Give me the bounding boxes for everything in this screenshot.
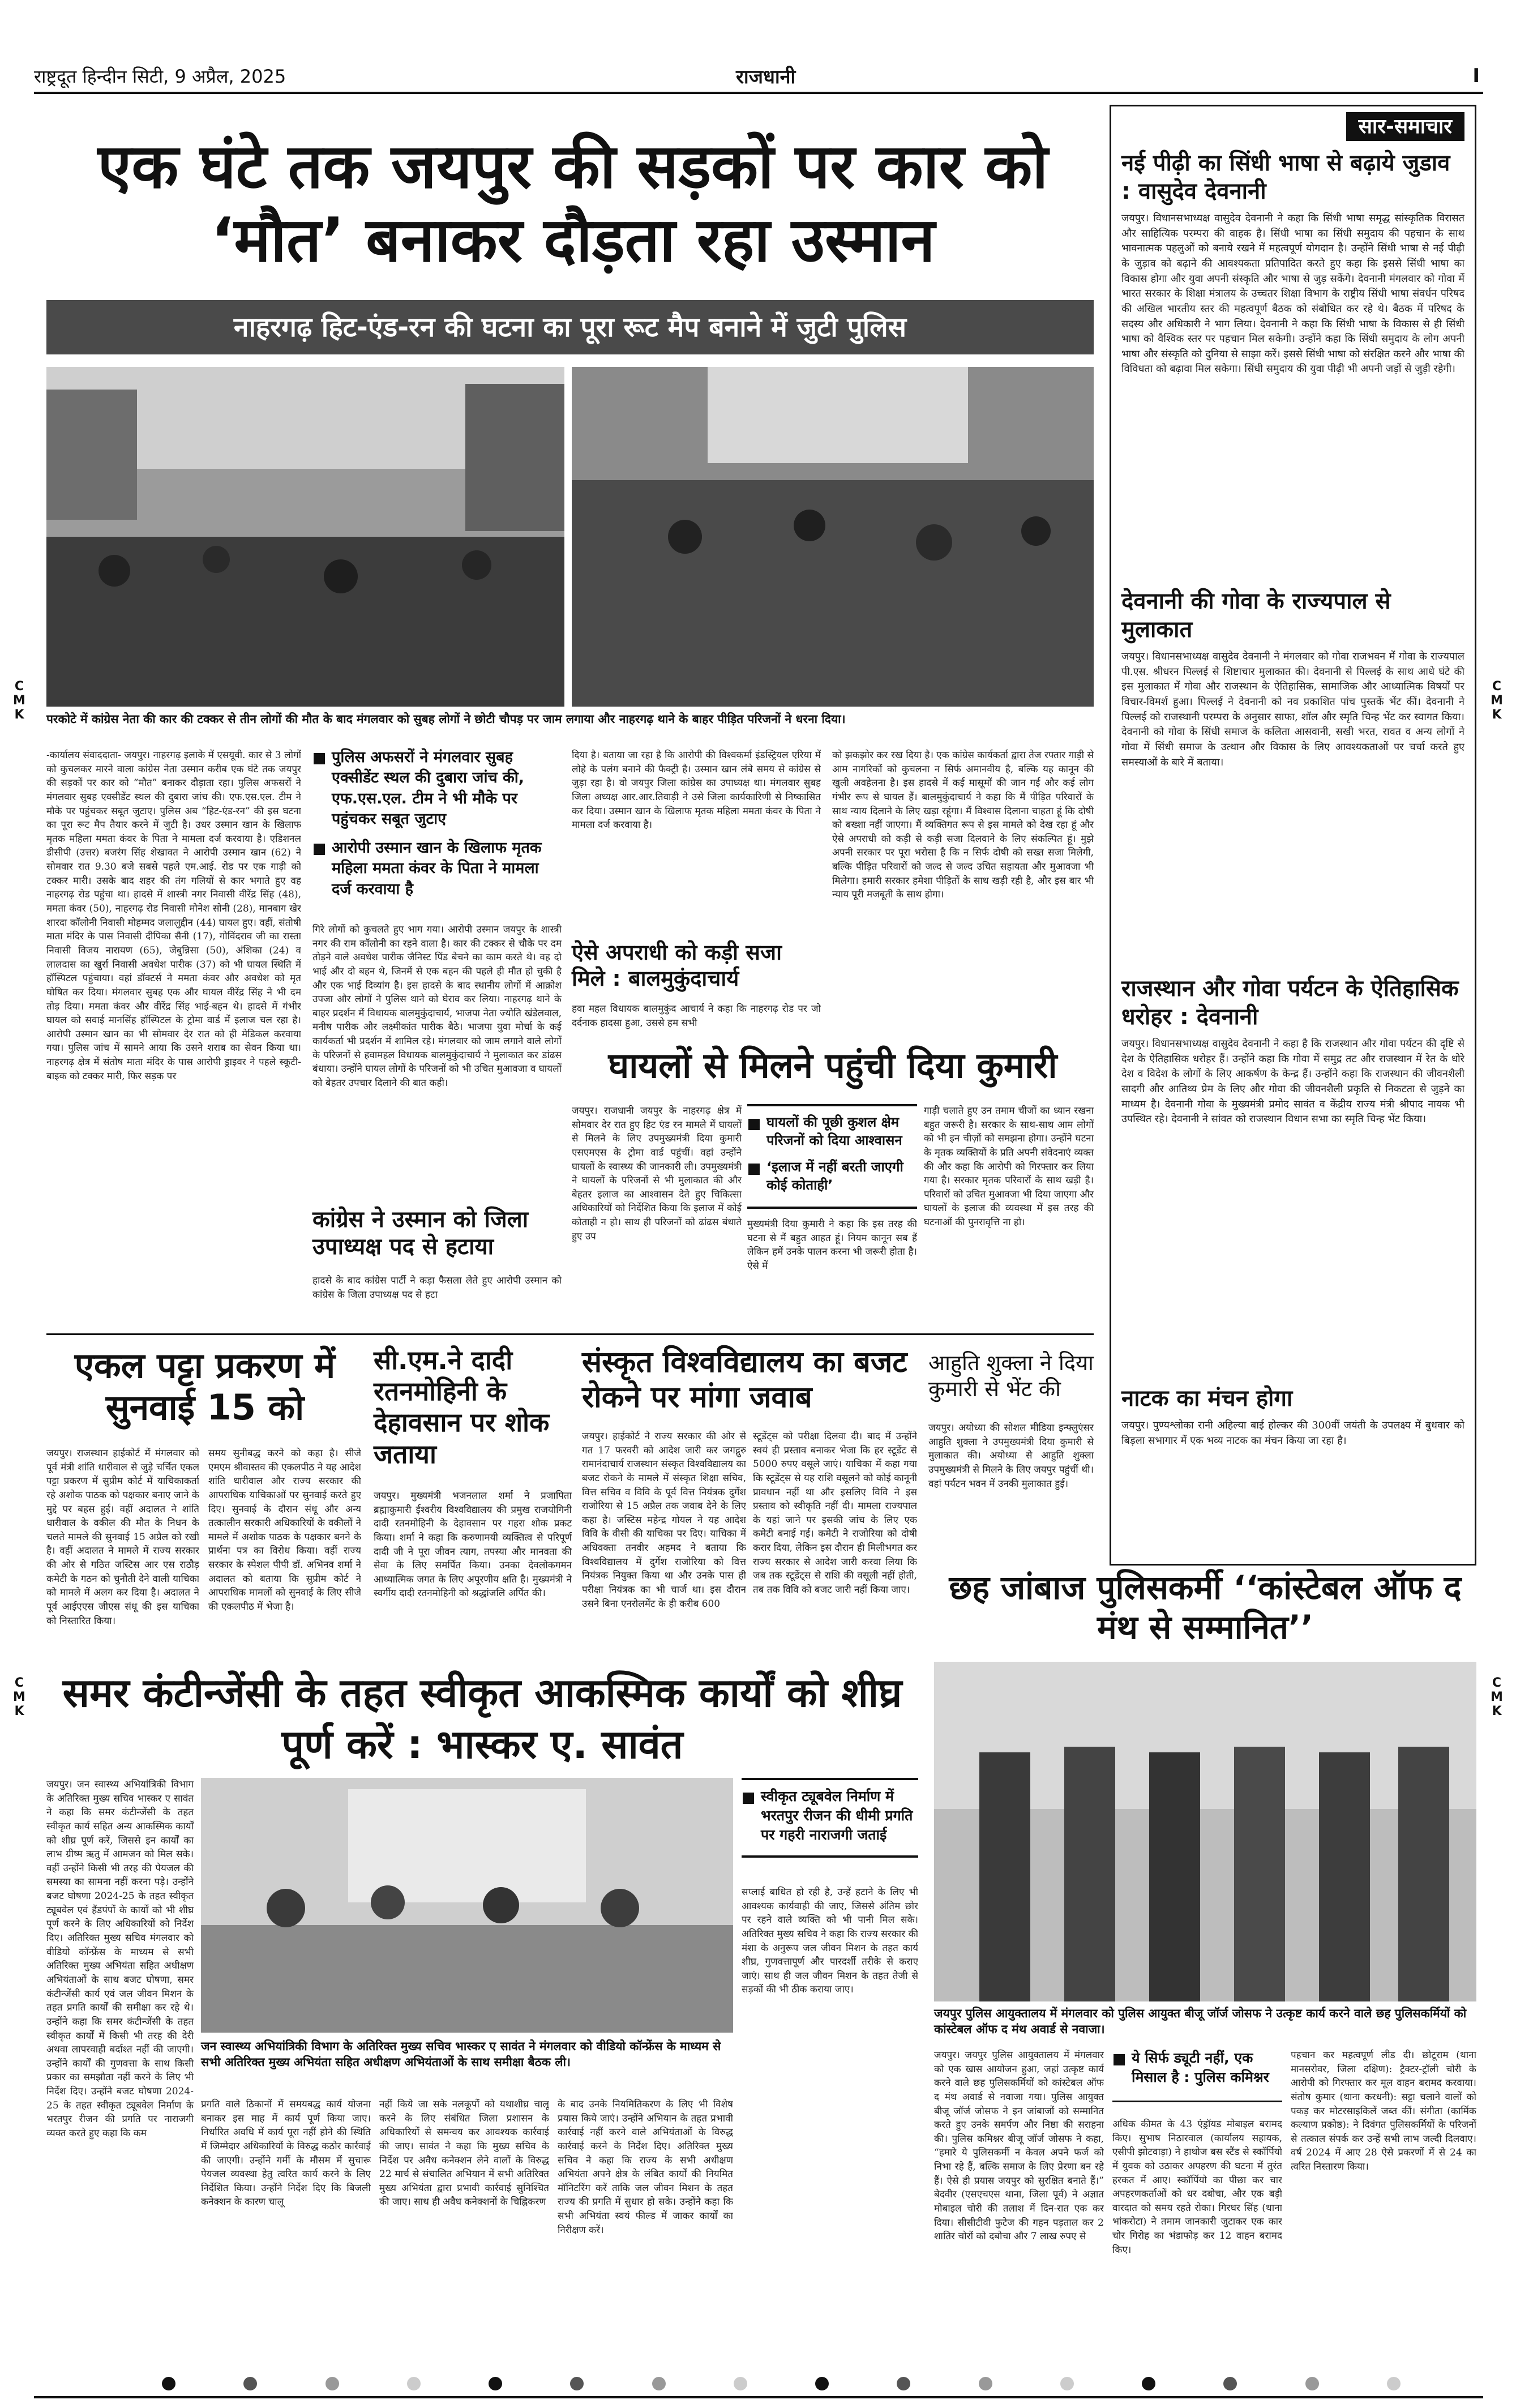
footer-dot [243,2377,257,2390]
section-name: राजधानी [736,66,796,88]
sar-item-3-head: राजस्थान और गोवा पर्यटन के ऐतिहासिक धरोहर : देवनानी [1121,976,1459,1030]
samar-headline: समर कंटीन्जेंसी के तहत स्वीकृत आकस्मिक कार्यों को शीघ्र पूर्ण करें : भास्कर ए. सावंत [62,1670,902,1768]
kumari-bullets [747,1104,917,1209]
cm-headline: सी.एम.ने दादी रतनमोहिनी के देहावसान पर शोक जताया [374,1345,550,1469]
congress-text: हादसे के बाद कांग्रेस पार्टी ने कड़ा फैसला लेते हुए आरोपी उस्मान को कांग्रेस के जिला उपाध्यक्ष पद से हटा [312,1275,562,1301]
footer-dot [162,2377,175,2390]
main-story-col2: गिरे लोगों को कुचलते हुए भाग गया। आरोपी उस्मान जयपुर के शास्त्री नगर की राम कॉलोनी का रहने वाला है। कार की टक्कर से चौके पर दम तोड़ने वाले अवधेश पारीक जैनिस्ट पिंड बेचने का काम करते थे। वह दो भाई और दो बहन थे, जिनमें से एक बहन की पहले ही मौत हो चुकी है और एक भाई दिव्यांग है। इस हादसे के बाद स्थानीय लोगों में आक्रोश उपजा और लोगों ने पुलिस थाने को घेराव कर लिया। नाहरगढ़ थाने के बाहर प्रदर्शन में विधायक बालमुकुंदाचार्य, भाजपा नेता ज्योति खंडेलवाल, मनीष पारीक और लक्ष्मीकांत पारीक बैठे। भाजपा युवा मोर्चा के कई कार्यकर्ता भी प्रदर्शन में शामिल रहे। मंगलवार को जाम लगाने वाले लोगों के परिजनों से हवामहल विधायक बालमुकुंदाचार्य ने मुलाकात कर डांढस बंधाया। उन्होंने घायल लोगों के परिजनों को भी उचित मुआवजा व घायलों को बेहतर उपचार दिलाने की बात कही। [312,924,562,1089]
page-header [34,63,1483,94]
paper-title: राष्ट्रदूत हिन्दीन सिटी, 9 अप्रैल, 2025 [34,66,286,87]
samar-pullquote [742,1778,918,1858]
sar-item-4-text: जयपुर। पुण्यश्लोका रानी अहिल्या बाई होल्कर की 300वीं जयंती के उपलक्ष्य में बुधवार को बिड़ला सभागार में एक भव्य नाटक का मंचन किया जा रहा है। [1121,1419,1464,1447]
footer-dot [815,2377,829,2390]
sar-item-1-text: जयपुर। विधानसभाध्यक्ष वासुदेव देवनानी ने कहा कि सिंधी भाषा समृद्ध सांस्कृतिक विरासत और साहित्यिक परम्परा की वाहक है। सिंधी भाषा का सिंधी समुदाय की पहचान के साथ भावनात्मक पहलुओं को बनाये रखने में महत्वपूर्ण योगदान है। उन्होंने सिंधी भाषा से नई पीढ़ी के जुड़ाव को बढ़ाने की आवश्यकता प्रतिपादित करते हुए कहा कि इससे सिंधी भाषा का विकास होगा और युवा अपनी संस्कृति और भाषा से जुड़ सकेंगे। देवनानी मंगलवार को गोवा में भारत सरकार के शिक्षा मंत्रालय के उच्चतर शिक्षा विभाग के राष्ट्रीय सिंधी भाषा संवर्धन परिषद की अखिल भारतीय स्तर की महत्वपूर्ण बैठक को संबोधित कर रहे थे। बैठक में परिषद के सदस्य और अधिकारी ने भाग लिया। देवनानी ने कहा कि सिंधी भाषा के विकास से ही सिंधी भाषा को वैश्विक स्तर पर पहचान मिल सकेगी। उन्होंने कहा कि सिंधी समुदाय के लोग अपनी भाषा और संस्कृति को दुनिया से साझा करें। इससे सिंधी भाषा को संरक्षित करने और भाषा की विविधता को बढ़ावा मिल सकेगा। सिंधी समुदाय की युवा पीढ़ी भी अपनी जड़ों से जुड़ी रहेगी। [1121,212,1464,375]
police-caption: जयपुर पुलिस आयुक्तालय में मंगलवार को पुलिस आयुक्त बीजू जॉर्ज जोसफ ने उत्कृष्ट कार्य करने वाले छह पुलिसकर्मियों को कांस्टेबल ऑफ द मंथ अवार्ड से नवाजा। [934,2007,1467,2037]
sar-item-3-text: जयपुर। विधानसभाध्यक्ष वासुदेव देवनानी ने कहा है कि राजस्थान और गोवा पर्यटन की दृष्टि से देश के ऐतिहासिक धरोहर हैं। उन्होंने कहा कि गोवा में समुद्र तट और राजस्थान में रेत के धोरे देश व विदेश के लोगों के लिए आकर्षण के केन्द्र हैं। उन्होंने कहा कि राजस्थान की जीवनशैली सादगी और आतिथ्य प्रेम के लिए और गोवा की जीवनशैली प्रकृति से निकटता से जुड़ने का माध्यम है। देवनानी गोवा के मुख्यमंत्री प्रमोद सावंत व केंद्रीय राज्य मंत्री श्रीपाद नायक भी उपस्थित रहे। देवनानी ने सांवत को राजस्थान विधान सभा का स्मृति चिन्ह भेंट किया। [1121,1038,1464,1126]
police-col3: पहचान कर महत्वपूर्ण लीड दी। छोटूराम (थाना मानसरोवर, जिला दक्षिण): ट्रैक्टर-ट्रॉली चोरी के आरोपी को गिरफ्तार कर मूल वाहन बरामद करवाया। संतोष कुमार (थाना करधनी): सट्टा चलाने वालों को पकड़ कर मोटरसाइकिलें जब्त कीं। संगीता (कार्मिक कल्याण प्रकोष्ठ): ने दिवंगत पुलिसकर्मियों के परिजनों से तत्काल संपर्क कर उन्हें सभी लाभ जल्दी दिलवाए। वर्ष 2024 में आए 28 ऐसे प्रकरणों में से 24 का त्वरित निस्तारण किया। [1291,2050,1476,2173]
reg-mark-left: C M K [13,679,25,722]
footer-rule [34,2396,1483,2398]
samar-col1: जयपुर। जन स्वास्थ्य अभियांत्रिकी विभाग के अतिरिक्त मुख्य सचिव भास्कर ए सावंत ने कहा कि समर कंटीन्जेंसी के तहत स्वीकृत कार्य सहित अन्य आकस्मिक कार्यों को शीघ्र पूर्ण करें, जिससे इन कार्यों का लाभ ग्रीष्म ऋतु में आमजन को मिल सके। वहीं उन्होंने किसी भी तरह की पेयजल की समस्या का सामना नहीं करना पड़े। उन्होंने बजट घोषणा 2024-25 के तहत स्वीकृत ट्यूबवेल एवं हैंडपंपों के कार्यों को भी शीघ्र पूर्ण करने के लिए अधिकारियों को निर्देश दिए। अतिरिक्त मुख्य सचिव मंगलवार को वीडियो कॉन्फ्रेंस के माध्यम से सभी अतिरिक्त मुख्य अभियंता सहित अधीक्षण अभियंताओं के साथ बजट घोषणा, समर कंटीन्जेंसी कार्य एवं जल जीवन मिशन के तहत प्रगति कार्यों की समीक्षा कर रहे थे। उन्होंने कहा कि समर कंटीन्जेंसी के तहत स्वीकृत कार्यों में किसी भी तरह की देरी अथवा लापरवाही बर्दाश्त नहीं की जाएगी। उन्होंने कार्यों की गुणवत्ता के साथ किसी प्रकार का समझौता नहीं करने के लिए भी निर्देश दिए। उन्होंने बजट घोषणा 2024-25 के तहत स्वीकृत ट्यूबवेल निर्माण के भरतपुर रीजन की प्रगति पर नाराजगी व्यक्त करते हुए कहा कि कम [46,1779,194,2140]
sar-item-2-text: जयपुर। विधानसभाध्यक्ष वासुदेव देवनानी ने मंगलवार को गोवा राजभवन में गोवा के राज्यपाल पी.एस. श्रीधरन पिल्लई से शिष्टाचार मुलाकात की। देवनानी से पिल्लई के साथ आधे घंटे की इस मुलाकात में गोवा और राजस्थान के ऐतिहासिक, सामाजिक और आध्यात्मिक विषयों पर विचार-विमर्श हुआ। पिल्लई ने देवनानी को नव प्रकाशित पांच पुस्तकें भेंट कीं। देवनानी ने पिल्लई को राजस्थानी परम्परा के अनुसार साफा, शॉल और स्मृति चिन्ह भेंट कर स्वागत किया। देवनानी को गोवा के सिंधी समाज के कलिता आसवानी, सखी भरत, रावत व अन्य लोगों ने गोवा में सिंधी समाज के उत्थान और विकास के लिए आवश्यकताओं पर चर्चा करते हुए समस्याओं के बारे में बताया। [1121,651,1464,768]
protest-caption: परकोटे में कांग्रेस नेता की कार की टक्कर से तीन लोगों की मौत के बाद मंगलवार को सुबह लोगों ने छोटी चौपड़ पर जाम लगाया और नाहरगढ़ थाने के बाहर पीड़ित परिजनों ने धरना दिया। [46,712,846,726]
footer-dot [652,2377,666,2390]
footer-dot [1387,2377,1401,2390]
cm-text: जयपुर। मुख्यमंत्री भजनलाल शर्मा ने प्रजापिता ब्रह्माकुमारी ईश्वरीय विश्वविद्यालय की प्रमुख राजयोगिनी दादी रतनमोहिनी के देहावसान पर गहरा शोक प्रकट किया। शर्मा ने कहा कि करुणामयी व्यक्तित्व से परिपूर्ण दादी जी ने पूरा जीवन त्याग, तपस्या और मानवता की सेवा के लिए समर्पित किया। उनका देवलोकगमन आध्यात्मिक जगत के लिए अपूरणीय क्षति है। मुख्यमंत्री ने स्वर्गीय दादी रतनमोहिनी को श्रद्धांजलि अर्पित की। [374,1490,572,1599]
footer-dot [1223,2377,1237,2390]
patta-col1: जयपुर। राजस्थान हाईकोर्ट में मंगलवार को पूर्व मंत्री शांति धारीवाल से जुड़े चर्चित एकल पट्टा प्रकरण में सुप्रीम कोर्ट में याचिकाकर्ता रहे अशोक पाठक को पक्षकार बनाए जाने के मुद्दे पर बहस हुई। वहीं अदालत ने शांति धारीवाल के वकील की मौत के निधन के चलते मामले की सुनवाई 15 अप्रैल को रखी है। वहीं अदालत ने मामले में राज्य सरकार की ओर से गठित जस्टिस आर एस राठौड़ कमेटी के गठन को चुनौती देने वाली याचिका को मामले में अलग कर दिया है। अदालत ने पूर्व आईएएस जीएस संधू की इस याचिका को निस्तारित किया। [46,1448,199,1627]
footer-dot [897,2377,910,2390]
police-bullet: ये सिर्फ ड्यूटी नहीं, एक मिसाल है : पुलिस कमिश्नर [1112,2048,1282,2087]
sar-item-4-head: नाटक का मंचन होगा [1121,1385,1293,1412]
accused-headline: ऐसे अपराधी को कड़ी सजा मिले : बालमुकुंदाचार्य [572,940,782,991]
main-bullet-2: आरोपी उस्मान खान के खिलाफ मृतक महिला ममता कंवर के पिता ने मामला दर्ज करवाया है [312,838,562,900]
main-story-col3: दिया है। बताया जा रहा है कि आरोपी की विश्वकर्मा इंडस्ट्रियल एरिया में लोहे के पलंग बनाने की फैक्ट्री है। उस्मान खान लंबे समय से कांग्रेस से जुड़ा रहा है। वो जयपुर जिला कांग्रेस का उपाध्यक्ष था। मंगलवार सुबह जिला अध्यक्ष आर.आर.तिवाड़ी ने उसे जिला कार्यकारिणी से निष्कासित कर दिया। उस्मान खान के खिलाफ मृतक महिला ममता कंवर के पिता ने मामला दर्ज करवाया है। [572,750,821,831]
sanskrit-headline: संस्कृत विश्वविद्यालय का बजट रोकने पर मांगा जवाब [582,1345,907,1415]
sar-samachar-label: सार-समाचार [1346,112,1464,141]
patta-headline: एकल पट्टा प्रकरण में सुनवाई 15 को [74,1345,336,1428]
samar-col4: सप्लाई बाधित हो रही है, उन्हें हटाने के लिए भी आवश्यक कार्यवाही की जाए, जिससे अंतिम छोर पर रहने वाले व्यक्ति को भी पानी मिल सके। अतिरिक्त मुख्य सचिव ने कहा कि राज्य सरकार की मंशा के अनुरूप जल जीवन मिशन के तहत कार्य शीघ्र, गुणवत्तापूर्ण और पारदर्शी तरीके से कराए जाएं। साथ ही जल जीवन मिशन के तहत तेजी से सड़कों की भी ठीक कराया जाए। [742,1887,918,1996]
main-subhead: नाहरगढ़ हिट-एंड-रन की घटना का पूरा रूट मैप बनाने में जुटी पुलिस [233,311,907,343]
page-number: I [1472,65,1480,87]
main-bullets [312,747,562,908]
subhead-banner [46,300,1094,354]
footer-color-dots [159,2377,1404,2394]
samar-bullet: स्वीकृत ट्यूबवेल निर्माण में भरतपुर रीजन की धीमी प्रगति पर गहरी नाराजगी जताई [742,1787,918,1844]
sar-samachar-panel [1110,105,1476,1566]
kumari-col3: गाड़ी चलाते हुए उन तमाम चीजों का ध्यान रखना बहुत जरूरी है। सरकार के साथ-साथ आम लोगों को भी इन चीज़ों को समझना होगा। उन्होंने घटना के मृतक व्यक्तियों के प्रति अपनी संवेदनाएं व्यक्त की और कहा कि आरोपी को गिरफ्तार कर लिया गया है। सरकार मृतक परिवारों के साथ खड़ी है। परिवारों को उचित मुआवजा भी दिया जाएगा और घायलों के इलाज की व्यवस्था में इस तरह की घटनाओं की पुनरावृत्ति ना हो। [924,1105,1094,1229]
sar-item-2-head: देवनानी की गोवा के राज्यपाल से मुलाकात [1121,588,1391,643]
kumari-col2: मुख्यमंत्री दिया कुमारी ने कहा कि इस तरह की घटना से मैं बहुत आहत हूं। नियम कानून सब हैं लेकिन हमें उनके पालन करना भी जरूरी होता है।ऐसे में [747,1218,917,1272]
sar-item-1-head: नई पीढ़ी का सिंधी भाषा से बढ़ाये जुडाव : वासुदेव देवनानी [1121,150,1450,205]
footer-dot [489,2377,502,2390]
protest-photo-2 [572,367,1094,707]
police-col2: अधिक कीमत के 43 एंड्रॉयड मोबाइल बरामद किए। सुभाष निठारवाल (कार्यालय सहायक, एसीपी झोटवाड़ा) ने हाथोज बस स्टैंड से स्कॉर्पियो में युवक को उठाकर अपहरण की घटना में तुरंत हरकत में आए। स्कॉर्पियो का पीछा कर चार अपहरणकर्ताओं को धर दबोचा, और एक बड़ी वारदात को समय रहते रोका। गिरधर सिंह (थाना भांकरोटा) ने तमाम जानकारी जुटाकर एक कार चोर गिरोह का भंडाफोड़ कर 12 वाहन बरामद किए। [1112,2119,1282,2256]
reg-mark-right: C M K [1491,679,1503,722]
reg-mark-right-2: C M K [1491,1676,1503,1718]
footer-dot [1060,2377,1074,2390]
samar-col2: प्रगति वाले ठिकानों में समयबद्ध कार्य योजना बनाकर इस माह में कार्य पूर्ण किया जाए। निर्धारित अवधि में कार्य पूरा नहीं होने की स्थिति में जिम्मेदार अधिकारियों के विरुद्ध कठोर कार्रवाई की जाएगी। उन्होंने गर्मी के मौसम में सुचारू पेयजल व्यवस्था हेतु त्वरित कार्य करने के लिए निर्देशित किया। उन्होंने निर्देश दिए कि बिजली कनेक्शन के कारण चालू [201,2099,371,2208]
mid-divider [46,1333,1094,1335]
accused-text: हवा महल विधायक बालमुकुंद आचार्य ने कहा कि नाहरगढ़ रोड पर जो दर्दनाक हादसा हुआ, उससे हम सभी [572,1003,821,1029]
footer-dot [979,2377,992,2390]
congress-headline: कांग्रेस ने उस्मान को जिला उपाध्यक्ष पद से हटाया [312,1207,529,1260]
kumari-headline: घायलों से मिलने पहुंची दिया कुमारी [608,1045,1057,1086]
main-bullet-1: पुलिस अफसरों ने मंगलवार सुबह एक्सीडेंट स्थल की दुबारा जांच की, एफ.एस.एल. टीम ने भी मौके पर पहुंचकर सबूत जुटाए [312,747,562,830]
police-headline: छह जांबाज पुलिसकर्मी ‘‘कांस्टेबल ऑफ द मंथ से सम्मानित’’ [949,1568,1462,1646]
footer-dot [1142,2377,1155,2390]
samar-col3: नहीं किये जा सके नलकूपों को यथाशीघ्र चालू करने के लिए संबंधित जिला प्रशासन के अधिकारियों से समन्वय कर आवश्यक कार्रवाई की जाए। सावंत ने कहा कि मुख्य सचिव के निर्देश पर अवैध कनेक्शन लेने वालों के विरुद्ध 22 मार्च से संचालित अभियान में सभी अतिरिक्त मुख्य अभियंता द्वारा प्रभावी कार्रवाई सुनिश्चित की जाए। साथ ही अवैध कनेक्शनों के चिह्निकरण [379,2099,549,2208]
footer-dot [326,2377,339,2390]
kumari-bullet-1: घायलों की पूछी कुशल क्षेम परिजनों को दिया आश्वासन [747,1113,917,1150]
police-col1: जयपुर। जयपुर पुलिस आयुक्तालय में मंगलवार को एक खास आयोजन हुआ, जहां उत्कृष्ट कार्य करने वाले छह पुलिसकर्मियों को कांस्टेबल ऑफ द मंथ अवार्ड से नवाजा गया। पुलिस आयुक्त बीजू जॉर्ज जोसफ ने इन जांबाजों को सम्मानित करते हुए उनके समर्पण और निष्ठा की सराहना की। पुलिस कमिश्नर बीजू जॉर्ज जोसफ ने कहा, “हमारे ये पुलिसकर्मी न केवल अपने फर्ज को निभा रहे हैं, बल्कि समाज के लिए प्रेरणा बन रहे हैं। ऐसे ही प्रयास जयपुर को सुरक्षित बनाते हैं।” बेदवीर (एसएचएस थाना, जिला पूर्व) ने अज्ञात मोबाइल चोरी की तलाश में दिन-रात एक कर दिया। सीसीटीवी फुटेज की गहन पड़ताल कर 2 शातिर चोरों को दबोचा और 7 लाख रुपए से [934,2050,1104,2243]
reg-mark-left-2: C M K [13,1676,25,1718]
protest-photo-1 [46,367,564,707]
samar-caption: जन स्वास्थ्य अभियांत्रिकी विभाग के अतिरिक्त मुख्य सचिव भास्कर ए सावंत ने मंगलवार को वीडियो कॉन्फ्रेंस के माध्यम से सभी अतिरिक्त मुख्य अभियंता सहित अधीक्षण अभियंताओं के साथ समीक्षा बैठक ली। [201,2039,721,2069]
ahuti-text: जयपुर। अयोध्या की सोशल मीडिया इन्फ्लुएंसर आहुति शुक्ला ने उपमुख्यमंत्री दिया कुमारी से मुलाकात की। अयोध्या से आहुति शुक्ला उपमुख्यमंत्री से मिलने के लिए जयपुर पहुंचीं थी। वहां पर्यटन भवन में उनकी मुलाकात हुई। [928,1422,1094,1490]
sanskrit-col2: स्टूडेंट्स को परीक्षा दिलवा दी। बाद में उन्होंने स्वयं ही प्रस्ताव बनाकर भेजा कि हर स्टूडेंट से 5000 रुपए वसूले जाएं। याचिका में कहा गया कि स्टूडेंट्स से यह राशि वसूलने को कोई कानूनी प्रावधान नहीं था और इसलिए विवि ने इस प्रस्ताव को स्वीकृति नहीं दी। मामला राज्यपाल के यहां जाने पर इसकी जांच के लिए एक कमेटी बनाई गई। कमेटी ने राजोरिया को दोषी करार दिया, लेकिन इस दौरान ही मिलीभगत कर राज्य सरकार से आदेश जारी करवा लिया कि जब तक स्टूडेंट्स से राशि की वसूली नहीं होती, तब तक विवि को बजट जारी नहीं किया जाए। [753,1431,917,1596]
footer-dot [734,2377,747,2390]
footer-dot [570,2377,584,2390]
ahuti-headline: आहुति शुक्ला ने दिया कुमारी से भेंट की [928,1350,1094,1401]
kumari-bullet-2: ‘इलाज में नहीं बरती जाएगी कोई कोताही’ [747,1158,917,1195]
police-pullquote [1112,2048,1282,2102]
footer-dot [407,2377,421,2390]
sanskrit-col1: जयपुर। हाईकोर्ट ने राज्य सरकार की ओर से गत 17 फरवरी को आदेश जारी कर जगद्गुरु रामानंदाचार्य राजस्थान संस्कृत विश्वविद्यालय का बजट रोकने के मामले में संस्कृत शिक्षा सचिव, वित्त सचिव व विवि के पूर्व वित्त नियंत्रक दुर्गेश राजोरिया से 15 अप्रैल तक जवाब देने के लिए कहा है। जस्टिस महेन्द्र गोयल ने यह आदेश विवि के वीसी की याचिका पर दिए। याचिका में अधिवक्ता तनवीर अहमद ने बताया कि विश्वविद्यालय में दुर्गेश राजोरिया को वित्त नियंत्रक नियुक्त किया था और उनके पास ही परीक्षा नियंत्रक का भी चार्ज था। इस दौरान उसने बिना एनरोलमेंट के ही करीब 600 [582,1431,746,1610]
footer-dot [1305,2377,1319,2390]
samar-meeting-photo [201,1778,733,2033]
main-story-col4: को झकझोर कर रख दिया है। एक कांग्रेस कार्यकर्ता द्वारा तेज रफ्तार गाड़ी से आम नागरिकों को कुचलना न सिर्फ अमानवीय है, बल्कि यह कानून की खुली अवहेलना है। इस हादसे में कई मासूमों की जान गई और कई लोग गंभीर रूप से घायल हैं। बालमुकुंदाचार्य ने कहा कि मैं पीड़ित परिवारों के साथ न्याय दिलाने के लिए खड़ा रहूंगा। मैं विश्वास दिलाना चाहता हूं कि दोषी को बख्शा नहीं जाएगा। मैं व्यक्तिगत रूप से इस मामले को देख रहा हूं और ऐसे अपराधी को कड़ी से कड़ी सजा दिलवाने के लिए संकल्पित हूं। मुझे अपनी सरकार पर पूरा भरोसा है कि न सिर्फ दोषी को सख्त सजा मिलेगी, बल्कि पीड़ित परिवारों को जल्द से जल्द उचित सहायता और मुआवजा भी मिलेगा। हमारी सरकार हमेशा पीड़ितों के साथ खड़ी रही है, और इस बार भी न्याय पूरी मजबूती के साथ होगा। [832,750,1094,901]
main-story-col1: -कार्यालय संवाददाता- जयपुर। नाहरगढ़ इलाके में एसयूवी. कार से 3 लोगों को कुचलकर मारने वाला कांग्रेस नेता उस्मान करीब एक घंटे तक जयपुर की सड़कों पर कार को “मौत” बनाकर दौड़ाता रहा। पुलिस अफसरों ने मंगलवार सुबह एक्सीडेंट स्थल की दुबारा जांच की। एफ.एस.एल. टीम ने मौके पर पहुंचकर सबूत जुटाए। पुलिस अब “हिट-एंड-रन” की इस घटना का पूरा रूट मैप तैयार करने में जुटी है। उधर उस्मान खान के खिलाफ मृतक महिला ममता कंवर के पिता ने मामला दर्ज करवाया है। एडिशनल डीसीपी (उत्तर) बजरंग सिंह शेखावत ने आरोपी उस्मान खान (62) ने सोमवार रात 9.30 बजे सबसे पहले एम.आई. रोड पर एक गाड़ी को टक्कर मारी। उसके बाद शहर की तंग गलियों से कार भगाते हुए वह नाहरगढ़ रोड पहुंचा था। हादसे में शास्त्री नगर निवासी वीरेंद्र सिंह (48), ममता कंवर (50), नाहरगढ़ रोड निवासी मोनेश सोनी (28), मानबाग खेर शारदा कॉलोनी निवासी मोहम्मद जलालुद्दीन (44) घायल हुए। वहीं, संतोषी माता मंदिर के पास निवासी दीपिका सैनी (17), गोविंदराव जी का रास्ता निवासी विजय नारायण (65), जेबुन्निसा (50), अंशिका (24) व लालदास का खुर्रा निवासी अवधेश पारीक (37) को भी घायल स्थिति में हॉस्पिटल पहुंचाया। वहां डॉक्टर्स ने ममता कंवर और अवधेश को मृत घोषित कर दिया। मंगलवार सुबह एक और घायल वीरेंद्र सिंह ने भी दम तोड़ दिया। ममता कंवर और वीरेंद्र सिंह भाई-बहन थे। हादसे में गंभीर घायल को सवाई मानसिंह हॉस्पिटल के ट्रोमा वार्ड में इलाज चल रहा है। आरोपी उस्मान खान का भी सोमवार देर रात को ही मेडिकल करवाया गया। पुलिस जांच में सामने आया कि उसने शराब का सेवन किया था। नाहरगढ़ क्षेत्र में संतोष माता मंदिर के पास आरोपी ड्राइवर ने पहले स्कूटी-बाइक को टक्कर मारी, फिर सड़क पर [46,750,301,1082]
samar-col5: के बाद उनके नियमितिकरण के लिए भी विशेष प्रयास किये जाएं। उन्होंने अभियान के तहत प्रभावी कार्रवाई नहीं करने वाले अभियंताओं के विरुद्ध कार्रवाई करने के निर्देश दिए। अतिरिक्त मुख्य सचिव ने कहा कि राज्य के सभी अधीक्षण अभियंता अपने क्षेत्र के लंबित कार्यों की नियमित मॉनिटरिंग करें ताकि जल जीवन मिशन के तहत राज्य की प्रगति में सुधार हो सके। उन्होंने कहा कि सभी अभियंता स्वयं फील्ड में जाकर कार्यों का निरीक्षण करें। [558,2099,733,2236]
kumari-col1: जयपुर। राजधानी जयपुर के नाहरगढ़ क्षेत्र में सोमवार देर रात हुए हिट एंड रन मामले में घायलों से मिलने के लिए उपमुख्यमंत्री दिया कुमारी एसएमएस के ट्रोमा वार्ड पहुंचीं। वहां उन्होंने घायलों के स्वास्थ्य की जानकारी ली। उपमुख्यमंत्री ने घायलों के परिजनों से भी मुलाकात की और बेहतर इलाज का आश्वासन देते हुए चिकित्सा अधिकारियों को निर्देशित किया कि इलाज में कोई कोताही न हो। साथ ही परिजनों को ढांढस बंधाते हुए उप [572,1105,742,1242]
patta-col2: समय सुनीबद्ध करने को कहा है। सीजे एमएम श्रीवास्तव की एकलपीठ ने यह आदेश शांति धारीवाल और राज्य सरकार की आपराधिक याचिकाओं पर सुनवाई करते हुए दिए। सुनवाई के दौरान संधू और अन्य तत्कालीन सरकारी अधिकारियों के वकीलों ने मामले में अशोक पाठक के पक्षकार बनने के प्रार्थना पत्र का विरोध किया। वहीं राज्य सरकार के स्पेशल पीपी डॉ. अभिनव शर्मा ने अदालत को बताया कि सुप्रीम कोर्ट ने आपराधिक मामलों को सुनवाई के लिए सीजे की एकलपीठ में भेजा है। [208,1448,361,1613]
main-headline: एक घंटे तक जयपुर की सड़कों पर कार को ‘मौत’ बनाकर दौड़ता रहा उस्मान [97,131,1048,276]
police-award-photo [934,1662,1476,2001]
